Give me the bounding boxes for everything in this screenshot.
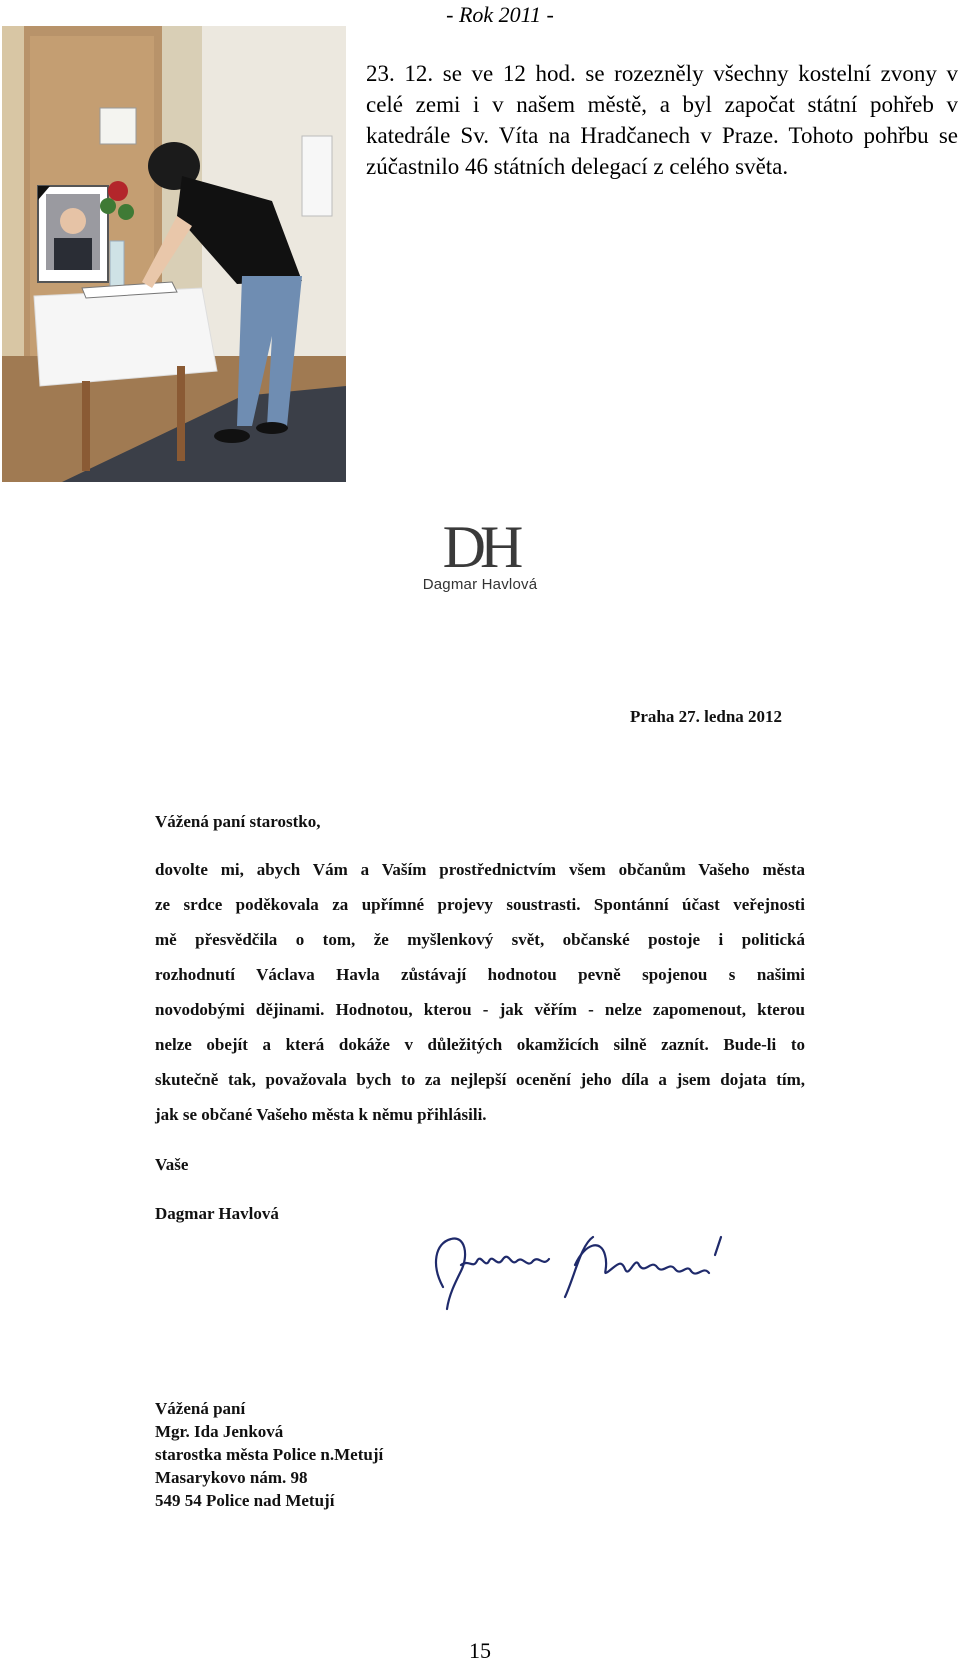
address-line: starostka města Police n.Metují [155,1445,384,1464]
letter-signer: Dagmar Havlová [155,1204,279,1223]
logo-monogram: DH [442,514,518,580]
letter-body [155,852,805,1132]
address-line: 549 54 Police nad Metují [155,1491,335,1510]
address-line: Vážená paní [155,1399,246,1418]
letter-body-line: novodobými dějinami. Hodnotou, kterou - jak věřím - nelze zapomenout, kterou [155,1000,805,1019]
letter-date: Praha 27. ledna 2012 [630,707,783,726]
running-header: - Rok 2011 - [446,2,554,27]
letter-body-line: jak se občané Vašeho města k němu přihlásili. [155,1105,487,1124]
handwritten-signature [425,1225,755,1320]
logo-name: Dagmar Havlová [422,576,538,593]
letter-salutation: Vážená paní starostko, [155,812,321,831]
condolence-photo-icon [2,26,346,482]
recipient-address [155,1397,383,1512]
address-line: Mgr. Ida Jenková [155,1422,284,1441]
letter-body-line: skutečně tak, považovala bych to za nejlepší ocenění jeho díla a jsem dojata tím, [155,1070,805,1089]
page-number: 15 [469,1638,491,1663]
letter-body-line: nelze obejít a která dokáže v důležitých okamžicích silně zaznít. Bude-li to [155,1035,805,1054]
letter-body-line: rozhodnutí Václava Havla zůstávají hodnotou pevně spojenou s našimi [155,965,805,984]
letter-body-line: mě přesvědčila o tom, že myšlenkový svět, občanské postoje i politická [155,930,805,949]
signature-icon [425,1225,755,1315]
intro-paragraph [366,58,958,182]
letter-closing: Vaše [155,1155,189,1174]
letter-body-line: dovolte mi, abych Vám a Vaším prostřednictvím všem občanům Vašeho města [155,860,805,879]
intro-text: 23. 12. se ve 12 hod. se rozezněly všechny kostelní zvony v celé zemi i v našem městě, a byl započat státní pohřeb v katedrále Sv. Víta na Hradčanech v Praze. Tohoto pohřbu se zúčastnilo 46 státních delegací z celého světa. [366,61,958,179]
condolence-photo [2,26,346,482]
letter-body-line: ze srdce poděkovala za upřímné projevy soustrasti. Spontánní účast veřejnosti [155,895,805,914]
address-line: Masarykovo nám. 98 [155,1468,308,1487]
letterhead-logo [405,514,555,593]
